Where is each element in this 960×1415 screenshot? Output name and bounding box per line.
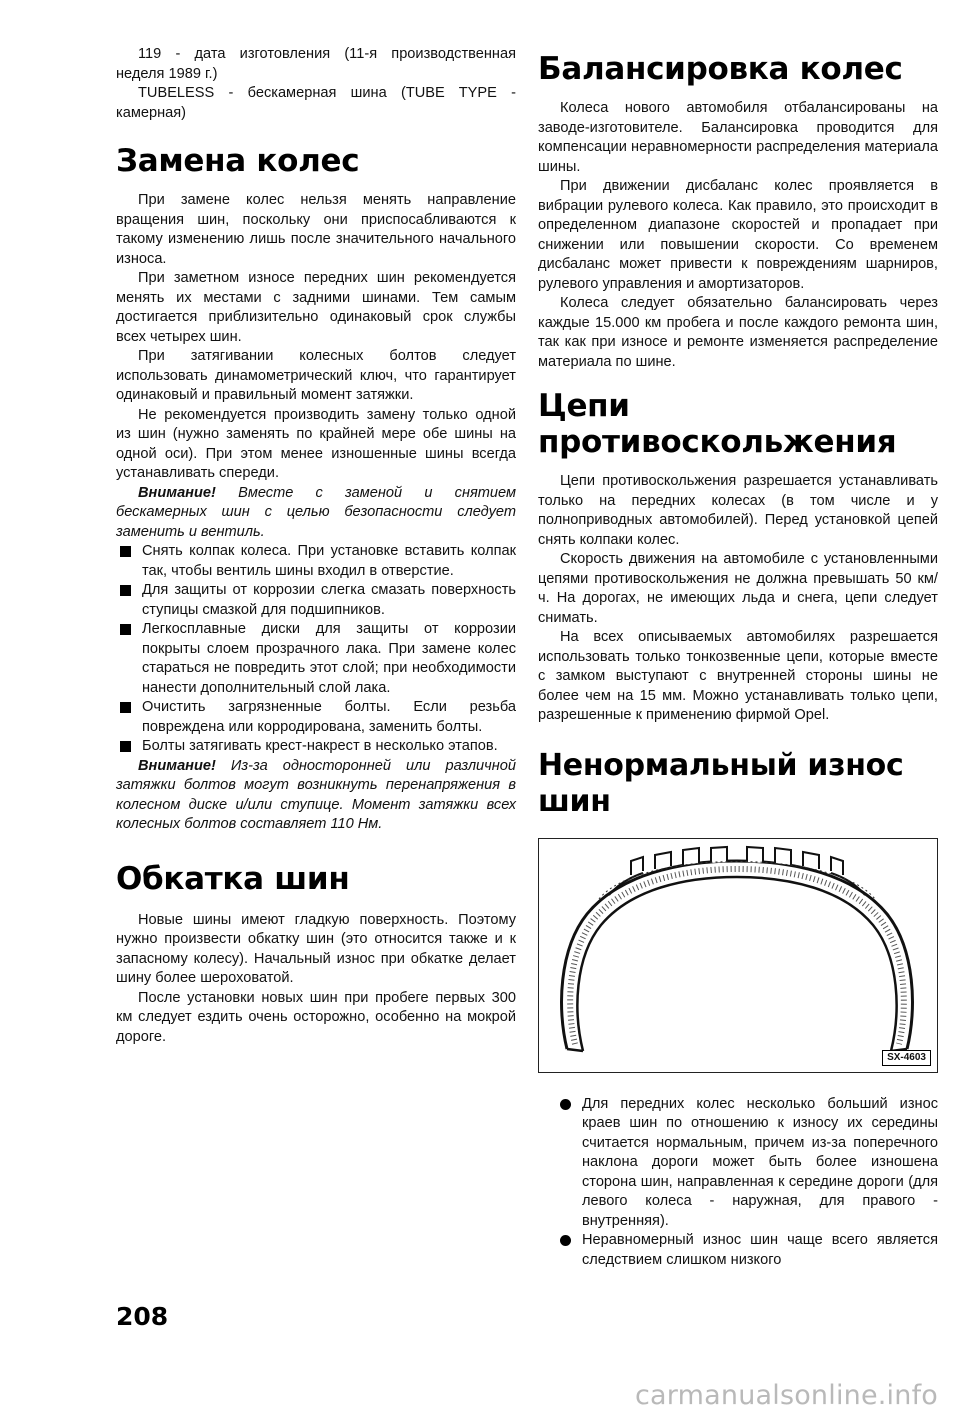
warning-note-2 xyxy=(116,757,516,835)
balancing-paragraph-2: При движении дисбаланс колес проявляется в вибрации рулевого колеса. Как правило, это происходит в определенном диапазоне скоростей и пропадает при снижении или повышении скорости. Со временем дисбаланс может привести к повреждениям шарниров, рулевого управления и амортизаторов. xyxy=(538,178,938,292)
list-item: Легкосплавные диски для защиты от коррозии покрыты слоем прозрачного лака. При замене колес стараться не повредить этот слой; при необходимости нанести дополнительный слой лака. xyxy=(116,620,516,698)
page-number: 208 xyxy=(116,1302,169,1331)
warning-label-2: Внимание! xyxy=(138,757,216,774)
breakin-heading: Обкатка шин xyxy=(116,860,350,897)
warning-label-1: Внимание! xyxy=(138,484,216,501)
warning-note-1 xyxy=(116,484,516,543)
tire-cross-section-illustration xyxy=(539,839,936,1071)
replacement-paragraph-3: При затягивании колесных болтов следует использовать динамометрический ключ, что гарантирует одинаковый и правильный момент затяжки. xyxy=(116,348,516,403)
list-item: Очистить загрязненные болты. Если резьба повреждена или корродирована, заменить болты. xyxy=(116,698,516,737)
breakin-paragraph-2: После установки новых шин при пробеге первых 300 км следует ездить очень осторожно, особенно на мокрой дороге. xyxy=(116,989,516,1045)
intro-paragraph-1: 119 - дата изготовления (11-я производственная неделя 1989 г.) xyxy=(116,46,516,82)
abnormal-wear-heading: Ненормальный износ шин xyxy=(538,747,904,819)
warning-text-2: Из-за односторонней или различной затяжки болтов могут возникнуть перенапряжения в колесном диске и/или ступице. Момент затяжки всех колесных болтов составляет 110 Нм. xyxy=(116,757,516,832)
list-item: Неравномерный износ шин чаще всего является следствием слишком низкого xyxy=(538,1231,938,1270)
replacement-paragraph-1: При замене колес нельзя менять направление вращения шин, поскольку они приспосабливаются к такому изменению лишь после значительного начального износа. xyxy=(116,192,516,267)
balancing-paragraph-1: Колеса нового автомобиля отбалансированы на заводе-изготовителе. Балансировка проводится для компенсации неравномерности распределения материала шины. xyxy=(538,100,938,175)
replacement-steps-list xyxy=(116,542,516,757)
left-column xyxy=(116,45,516,1047)
chains-heading-line-1: Цепи xyxy=(538,388,630,424)
list-item: Болты затягивать крест-накрест в несколько этапов. xyxy=(116,737,516,757)
list-item: Снять колпак колеса. При установке вставить колпак так, чтобы вентиль шины входил в отверстие. xyxy=(116,542,516,581)
list-item: Для передних колес несколько больший износ краев шин по отношению к износу их середины считается нормальным, причем из-за поперечного наклона дороги может быть более изношена сторона шин, направленная к середине дороги (для левого колеса - наружная, для правого - внутренняя). xyxy=(538,1095,938,1232)
breakin-paragraph-1: Новые шины имеют гладкую поверхность. Поэтому нужно произвести обкатку шин (это относится также и к запасному колесу). Начальный износ при обкатке делает шину более шероховатой. xyxy=(116,911,516,986)
replacement-heading: Замена колес xyxy=(116,143,360,179)
chains-paragraph-1: Цепи противоскольжения разрешается устанавливать только на передних колесах (в том числе и у полноприводных автомобилей). Перед установкой цепей снять колпаки колес. xyxy=(538,473,938,548)
chains-paragraph-2: Скорость движения на автомобиле с установленными цепями противоскольжения не должна превышать 50 км/ч. На дорогах, не имеющих льда и снега, цепи следует снимать. xyxy=(538,551,938,626)
chains-paragraph-3: На всех описываемых автомобилях разрешается использовать только тонкозвенные цепи, которые вместе с замком выступают с внутренней стороны шины не более чем на 15 мм. Можно устанавливать только цепи, разрешенные к применению фирмой Opel. xyxy=(538,629,938,723)
chains-heading-line-2: противоскольжения xyxy=(538,424,897,460)
tire-carcass-texture xyxy=(570,869,904,1044)
balancing-heading: Балансировка колес xyxy=(538,51,903,87)
figure-code-label: SX-4603 xyxy=(882,1050,931,1066)
warning-text-1: Вместе с заменой и снятием бескамерных шин с целью безопасности следует заменить и вентиль. xyxy=(116,484,516,540)
tire-wear-figure xyxy=(538,838,938,1073)
replacement-paragraph-4: Не рекомендуется производить замену только одной из шин (нужно заменять по крайней мере обе шины на одной оси). При этом менее изношенные шины всегда устанавливать спереди. xyxy=(116,406,516,481)
intro-paragraph-2: TUBELESS - бескамерная шина (TUBE TYPE - камерная) xyxy=(116,85,516,121)
watermark-text: carmanualsonline.info xyxy=(635,1380,938,1411)
balancing-paragraph-3: Колеса следует обязательно балансировать через каждые 15.000 км пробега и после каждого ремонта шин, так как при износе и ремонте изменяется распределение материала по шине. xyxy=(538,295,938,370)
tire-inner-contour xyxy=(577,877,896,1051)
right-column xyxy=(538,45,938,1270)
wear-notes-list xyxy=(538,1095,938,1271)
replacement-paragraph-2: При заметном износе передних шин рекомендуется менять их местами с задними шинами. Тем самым достигается приблизительно одинаковый срок службы всех четырех шин. xyxy=(116,270,516,345)
list-item: Для защиты от коррозии слегка смазать поверхность ступицы смазкой для подшипников. xyxy=(116,581,516,620)
